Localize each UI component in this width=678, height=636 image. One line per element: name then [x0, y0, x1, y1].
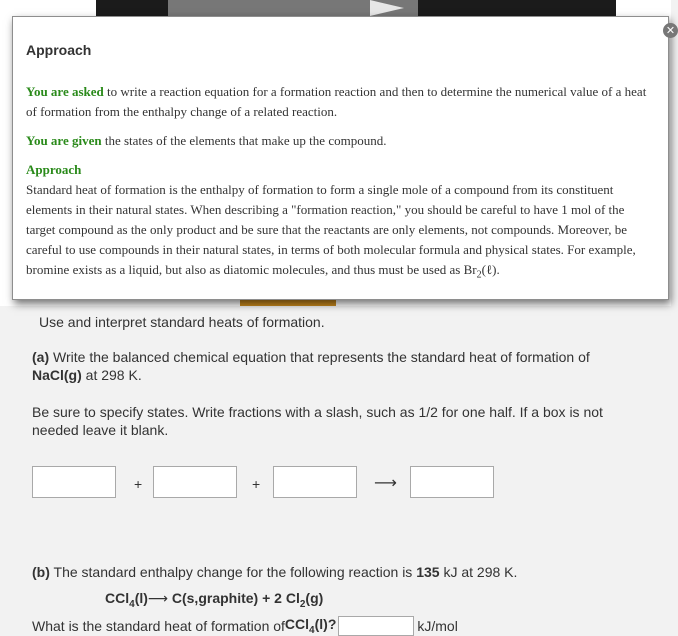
rxn-products: C(s,graphite) + 2 Cl — [167, 590, 300, 606]
ask-compound — [285, 616, 336, 636]
unit-label: kJ/mol — [417, 618, 458, 634]
part-a-compound: NaCl(g) — [32, 367, 82, 383]
rxn-reactant: CCl — [105, 590, 130, 606]
instructions-note: Be sure to specify states. Write fractions with a slash, such as 1/2 for one half. If a box is not needed leave it blank. — [32, 404, 603, 438]
ask-compound-state: (l)? — [314, 616, 337, 633]
product-input[interactable] — [410, 466, 494, 498]
popup-title: Approach — [26, 42, 92, 58]
part-a-suffix: at 298 K. — [81, 367, 142, 383]
heat-of-formation-input[interactable] — [338, 616, 414, 636]
question-intro: Use and interpret standard heats of formation. — [39, 314, 325, 330]
asked-text: to write a reaction equation for a formation reaction and then to determine the numerical value of a heat of formation from the enthalpy change of a related reaction. — [26, 84, 647, 119]
approach-sub: 2 — [476, 269, 482, 281]
approach-end: (ℓ). — [481, 262, 500, 277]
part-b-suffix: kJ at 298 K. — [439, 564, 518, 580]
given-reaction — [105, 590, 323, 610]
approach-paragraph — [26, 160, 656, 286]
reaction-arrow-icon: ⟶ — [374, 475, 397, 492]
rxn-reactant-state: (l) — [134, 590, 148, 606]
approach-text: Standard heat of formation is the enthalpy of formation to form a single mole of a compound from its constituent elements in their natural states. When describing a "formation reaction," you should be careful to have 1 mol of the target compound as the only product and be sure that the reactants are only elements, not compounds. Moreover, be careful to use compounds in their natural states, in terms of both molecular formula and physical states. For example, bromine exists as a liquid, but also as diatomic molecules, and thus must be used as Br — [26, 182, 636, 277]
plus-sign: + — [134, 476, 143, 492]
question-panel — [0, 306, 671, 636]
part-b-value: 135 — [416, 564, 440, 580]
part-a-label: (a) — [32, 349, 50, 365]
ask-text: What is the standard heat of formation of — [32, 618, 285, 634]
plus-sign: + — [252, 476, 261, 492]
rxn-products-sub: 2 — [299, 598, 306, 610]
part-a-prompt — [32, 348, 622, 384]
ask-compound-sub: 4 — [309, 624, 315, 636]
rxn-arrow-icon: ⟶ — [147, 590, 168, 606]
rxn-reactant-sub: 4 — [129, 598, 135, 610]
close-icon[interactable]: ✕ — [663, 23, 678, 38]
part-a-text: Write the balanced chemical equation that represents the standard heat of formation of — [49, 349, 590, 365]
given-label: You are given — [26, 133, 102, 148]
asked-paragraph — [26, 82, 656, 122]
reactant-3-input[interactable] — [273, 466, 357, 498]
part-b-label: (b) — [32, 564, 50, 580]
ask-compound-formula: CCl — [284, 616, 310, 633]
asked-label: You are asked — [26, 84, 104, 99]
part-b-text: The standard enthalpy change for the following reaction is — [49, 564, 417, 580]
approach-popup — [12, 16, 676, 300]
given-paragraph — [26, 131, 656, 151]
approach-label: Approach — [26, 162, 82, 177]
reactant-1-input[interactable] — [32, 466, 116, 498]
play-icon[interactable] — [370, 0, 404, 16]
part-b-prompt — [32, 564, 517, 580]
part-b-question — [32, 616, 458, 636]
given-text: the states of the elements that make up the compound. — [101, 133, 387, 148]
rxn-products-state: (g) — [305, 590, 324, 606]
reactant-2-input[interactable] — [153, 466, 237, 498]
popup-body — [26, 82, 656, 286]
